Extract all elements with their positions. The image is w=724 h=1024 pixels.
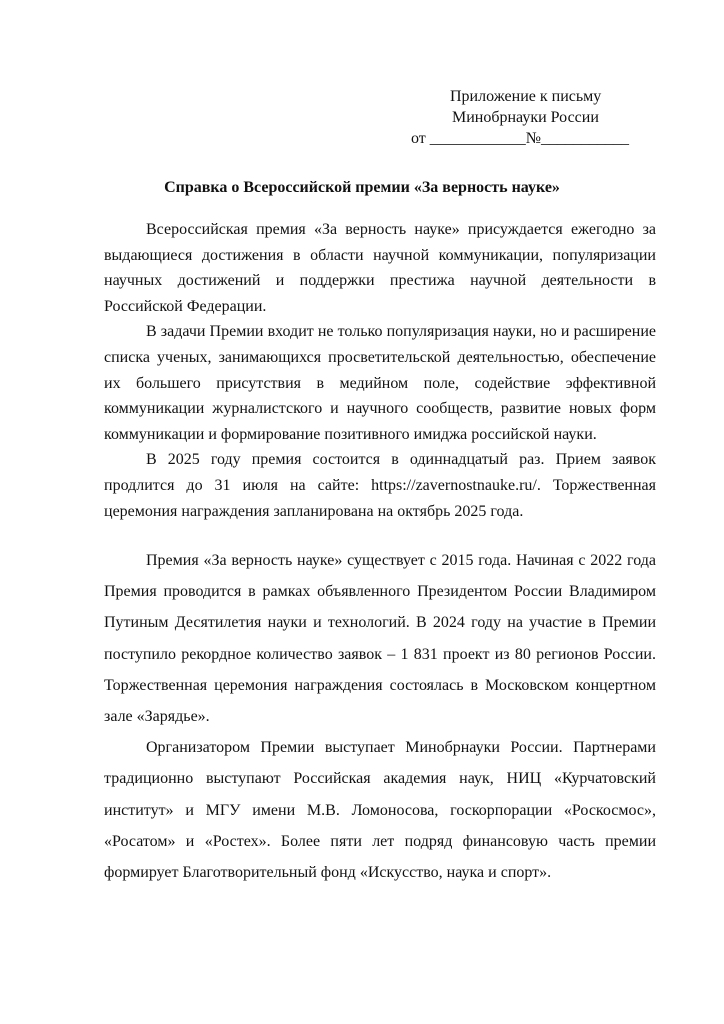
body-block-2 <box>104 545 656 888</box>
attachment-line-1: Приложение к письму <box>450 88 602 105</box>
paragraph-5: Организатором Премии выступает Минобрнауки России. Партнерами традиционно выступают Российская академия наук, НИЦ «Курчатовский институт» и МГУ имени М.В. Ломоносова, госкорпорации «Роскосмос», «Росатом» и «Ростех». Более пяти лет подряд финансовую часть премии формирует Благотворительный фонд «Искусство, наука и спорт». <box>104 739 656 882</box>
attachment-line-2: Минобрнауки России <box>452 109 599 126</box>
paragraph-2: В задачи Премии входит не только популяризация науки, но и расширение списка ученых, занимающихся просветительской деятельностью, обеспечение их большего присутствия в медийном поле, содействие эффективной коммуникации журналистского и научного сообществ, развитие новых форм коммуникации и формирование позитивного имиджа российской науки. <box>104 323 656 443</box>
paragraph-3: В 2025 году премия состоится в одиннадцатый раз. Прием заявок продлится до 31 июля на сайте: https://zavernostnauke.ru/. Торжественная церемония награждения запланирована на октябрь 2025 года. <box>104 451 656 520</box>
attachment-line-3: от ____________№___________ <box>411 130 630 147</box>
paragraph-4: Премия «За верность науке» существует с 2015 года. Начиная с 2022 года Премия проводится в рамках объявленного Президентом России Владимиром Путиным Десятилетия науки и технологий. В 2024 году на участие в Премии поступило рекордное количество заявок – 1 831 проект из 80 регионов России. Торжественная церемония награждения состоялась в Московском концертном зале «Зарядье». <box>104 552 656 726</box>
paragraph-1: Всероссийская премия «За верность науке» присуждается ежегодно за выдающиеся достижения в области научной коммуникации, популяризации научных достижений и поддержки престижа научной деятельности в Российской Федерации. <box>104 221 656 315</box>
document-title: Справка о Всероссийской премии «За верность науке» <box>164 179 560 196</box>
body-block-1 <box>104 217 656 524</box>
attachment-header <box>411 86 651 149</box>
